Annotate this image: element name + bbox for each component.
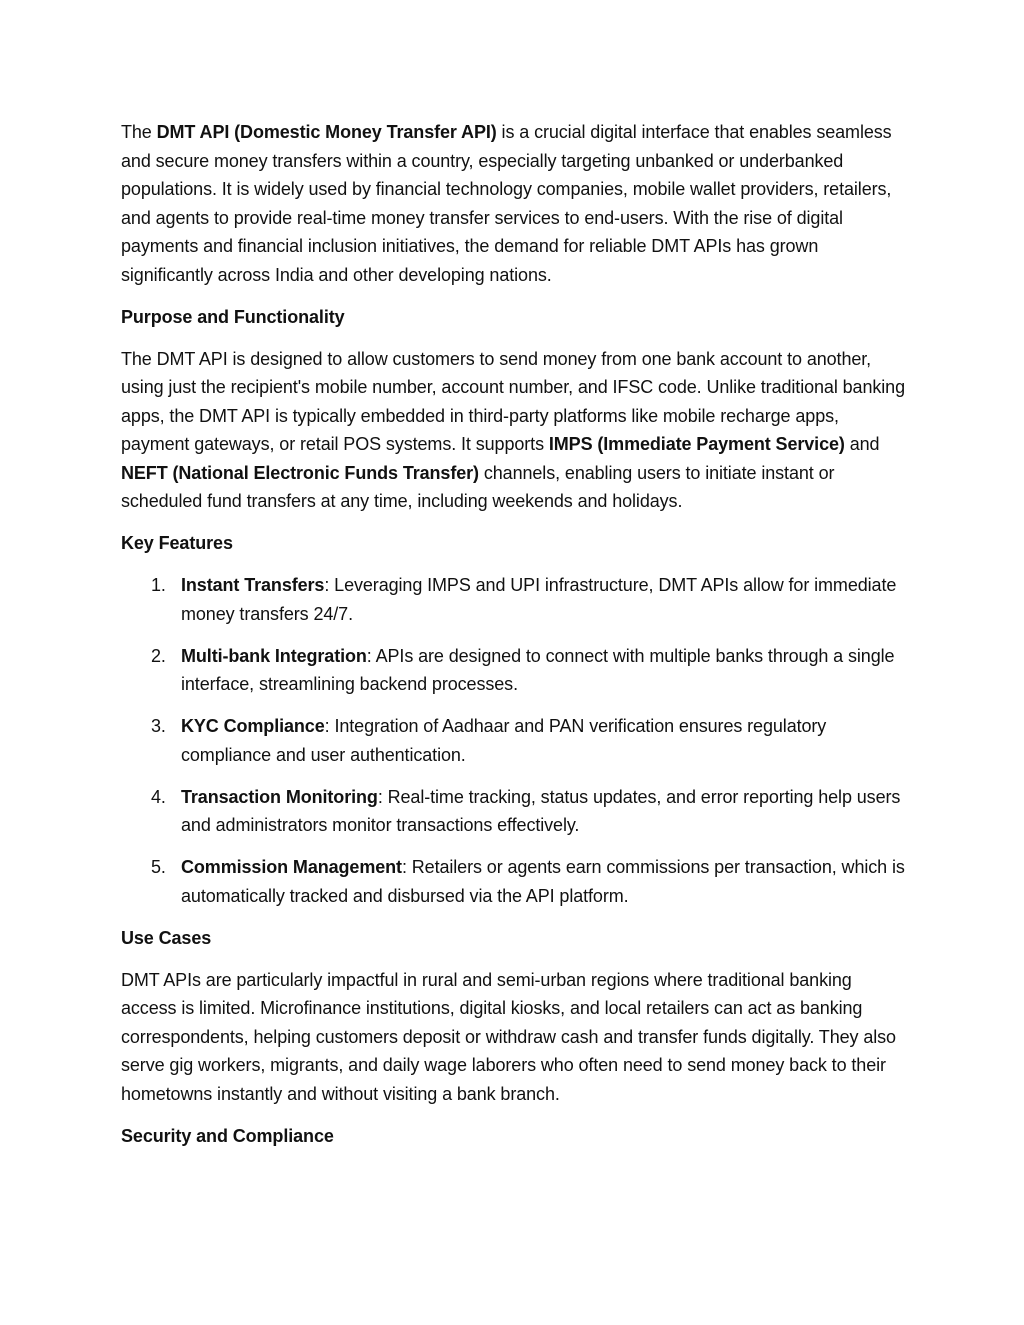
list-item	[121, 783, 911, 840]
document-page	[121, 118, 911, 1164]
list-item	[121, 642, 911, 699]
use-cases-heading: Use Cases	[121, 927, 212, 948]
security-heading: Security and Compliance	[121, 1125, 334, 1146]
list-item-number: 2.	[151, 645, 166, 666]
list-item-number: 3.	[151, 716, 166, 736]
intro-paragraph	[121, 118, 911, 289]
list-item-title: Commission Management	[181, 857, 402, 877]
list-item-number: 4.	[151, 786, 166, 807]
list-item-title: KYC Compliance	[181, 716, 325, 736]
purpose-text-3: channels, enabling users to initiate instant or scheduled fund transfers at any time, including weekends and holidays.	[121, 462, 835, 511]
list-item-text: : Leveraging IMPS and UPI infrastructure, DMT APIs allow for immediate money transfers 24/7.	[181, 575, 897, 624]
purpose-bold-neft: NEFT (National Electronic Funds Transfer)	[121, 462, 479, 483]
list-item-title: Instant Transfers	[181, 575, 325, 595]
list-item	[121, 712, 911, 769]
purpose-bold-imps: IMPS (Immediate Payment Service)	[548, 434, 845, 454]
intro-bold-term: DMT API (Domestic Money Transfer API)	[156, 122, 497, 142]
list-item-number: 5.	[151, 857, 166, 877]
use-cases-paragraph: DMT APIs are particularly impactful in rural and semi-urban regions where traditional banking access is limited. Microfinance institutions, digital kiosks, and local retailers can act as banking correspondents, helping customers deposit or withdraw cash and transfer funds digitally. They also serve gig workers, migrants, and daily wage laborers who often need to send money back to their hometowns instantly and without visiting a bank branch.	[121, 969, 896, 1104]
list-item-title: Transaction Monitoring	[181, 786, 378, 807]
list-item-text: : Retailers or agents earn commissions per transaction, which is automatically tracked and disbursed via the API platform.	[181, 857, 905, 906]
list-item	[121, 853, 911, 910]
purpose-text-1: The DMT API is designed to allow customers to send money from one bank account to another, using just the recipient's mobile number, account number, and IFSC code. Unlike traditional banking apps, the DMT API is typically embedded in third-party platforms like mobile recharge apps, payment gateways, or retail POS systems. It supports	[121, 348, 905, 454]
list-item-title: Multi-bank Integration	[181, 645, 367, 666]
purpose-paragraph	[121, 345, 911, 516]
list-item-number: 1.	[151, 575, 166, 595]
list-item-text: : Real-time tracking, status updates, and error reporting help users and administrators monitor transactions effectively.	[181, 786, 901, 835]
features-list	[121, 571, 911, 910]
intro-text-1: The	[121, 122, 157, 142]
purpose-text-2: and	[844, 434, 880, 454]
list-item-text: : APIs are designed to connect with multiple banks through a single interface, streamlining backend processes.	[181, 645, 895, 694]
list-item	[121, 571, 911, 628]
intro-text-2: is a crucial digital interface that enables seamless and secure money transfers within a country, especially targeting unbanked or underbanked populations. It is widely used by financial technology companies, mobile wallet providers, retailers, and agents to provide real-time money transfer services to end-users. With the rise of digital payments and financial inclusion initiatives, the demand for reliable DMT APIs has grown significantly across India and other developing nations.	[121, 122, 892, 285]
list-item-text: : Integration of Aadhaar and PAN verification ensures regulatory compliance and user authentication.	[181, 716, 827, 765]
purpose-heading: Purpose and Functionality	[121, 306, 345, 327]
features-heading: Key Features	[121, 533, 233, 553]
